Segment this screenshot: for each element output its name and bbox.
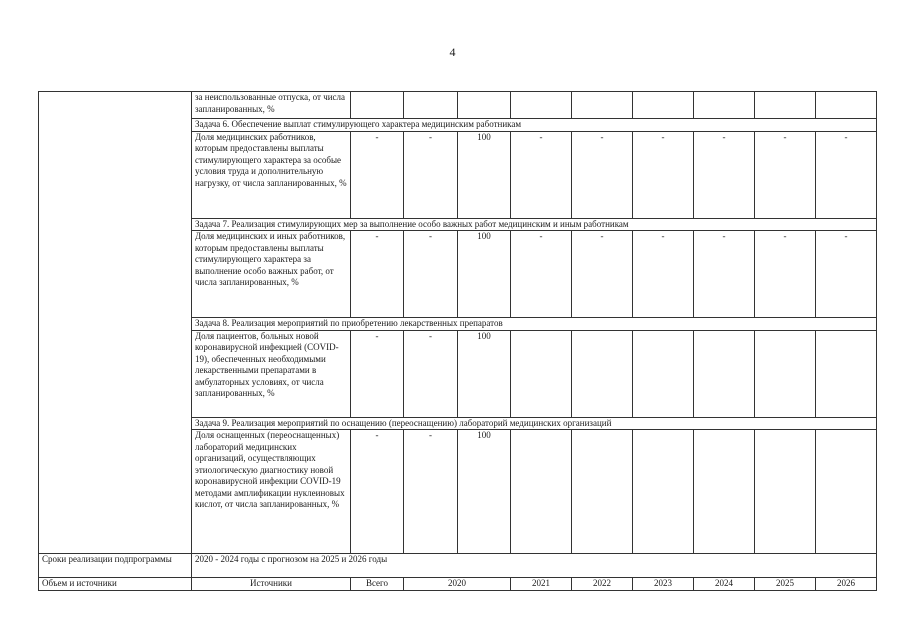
value-cell: -: [694, 231, 755, 318]
year-header: 2022: [572, 578, 633, 591]
sources-header: Источники: [192, 578, 351, 591]
subprogram-table: [38, 91, 877, 591]
value-cell: -: [572, 231, 633, 318]
value-cell: 100: [458, 330, 511, 417]
value-cell: [511, 430, 572, 554]
year-header: 2023: [633, 578, 694, 591]
value-cell: -: [694, 131, 755, 218]
value-cell: -: [511, 131, 572, 218]
value-cell: [694, 330, 755, 417]
year-header: 2025: [755, 578, 816, 591]
terms-value: 2020 - 2024 годы с прогнозом на 2025 и 2026 годы: [192, 554, 877, 578]
year-header: 2020: [404, 578, 511, 591]
value-cell: -: [351, 430, 404, 554]
value-cell: [755, 430, 816, 554]
terms-label: Сроки реализации подпрограммы: [39, 554, 192, 578]
terms-row: [39, 554, 877, 578]
task-title: Задача 6. Обеспечение выплат стимулирующего характера медицинским работникам: [192, 119, 877, 132]
task-title: Задача 7. Реализация стимулирующих мер за выполнение особо важных работ медицинским и иным работникам: [192, 218, 877, 231]
value-cell: -: [351, 330, 404, 417]
task-title: Задача 8. Реализация мероприятий по приобретению лекарственных препаратов: [192, 318, 877, 331]
value-cell: -: [511, 231, 572, 318]
value-cell: 100: [458, 131, 511, 218]
value-cell: -: [572, 131, 633, 218]
value-cell: [633, 330, 694, 417]
value-cell: -: [816, 131, 877, 218]
value-cell: 100: [458, 231, 511, 318]
value-cell: -: [755, 231, 816, 318]
value-cell: -: [755, 131, 816, 218]
indicator-cell: Доля оснащенных (переоснащенных) лабораторий медицинских организаций, осуществляющих этиологическую диагностику новой коронавирусной инфекции COVID-19 методами амплификации нуклеиновых кислот, от числа запланированных, %: [192, 430, 351, 554]
indicator-cell: Доля медицинских и иных работников, которым предоставлены выплаты стимулирующего характера за выполнение особо важных работ, от числа запланированных, %: [192, 231, 351, 318]
value-cell: [694, 430, 755, 554]
value-cell: [816, 430, 877, 554]
value-cell: -: [351, 231, 404, 318]
value-cell: [816, 330, 877, 417]
year-header: 2024: [694, 578, 755, 591]
value-cell: [755, 330, 816, 417]
indicator-cell: за неиспользованные отпуска, от числа запланированных, %: [192, 92, 351, 119]
value-cell: [572, 330, 633, 417]
page-number: 4: [449, 45, 456, 59]
total-header: Всего: [351, 578, 404, 591]
value-cell: [572, 430, 633, 554]
volume-header-row: [39, 578, 877, 591]
value-cell: -: [633, 231, 694, 318]
year-header: 2026: [816, 578, 877, 591]
value-cell: -: [404, 131, 458, 218]
label-cell-empty: [39, 92, 192, 554]
task-title: Задача 9. Реализация мероприятий по оснащению (переоснащению) лабораторий медицинских организаций: [192, 417, 877, 430]
volume-label: Объем и источники: [39, 578, 192, 591]
value-cell: -: [816, 231, 877, 318]
value-cell: -: [404, 231, 458, 318]
value-cell: -: [404, 330, 458, 417]
value-cell: -: [633, 131, 694, 218]
value-cell: -: [404, 430, 458, 554]
indicator-cell: Доля медицинских работников, которым предоставлены выплаты стимулирующего характера за особые условия труда и дополнительную нагрузку, от числа запланированных, %: [192, 131, 351, 218]
value-cell: [633, 430, 694, 554]
value-cell: 100: [458, 430, 511, 554]
value-cell: [511, 330, 572, 417]
year-header: 2021: [511, 578, 572, 591]
value-cell: -: [351, 131, 404, 218]
table-row: [39, 92, 877, 119]
indicator-cell: Доля пациентов, больных новой коронавирусной инфекцией (COVID-19), обеспеченных необходимыми лекарственными препаратами в амбулаторных условиях, от числа запланированных, %: [192, 330, 351, 417]
